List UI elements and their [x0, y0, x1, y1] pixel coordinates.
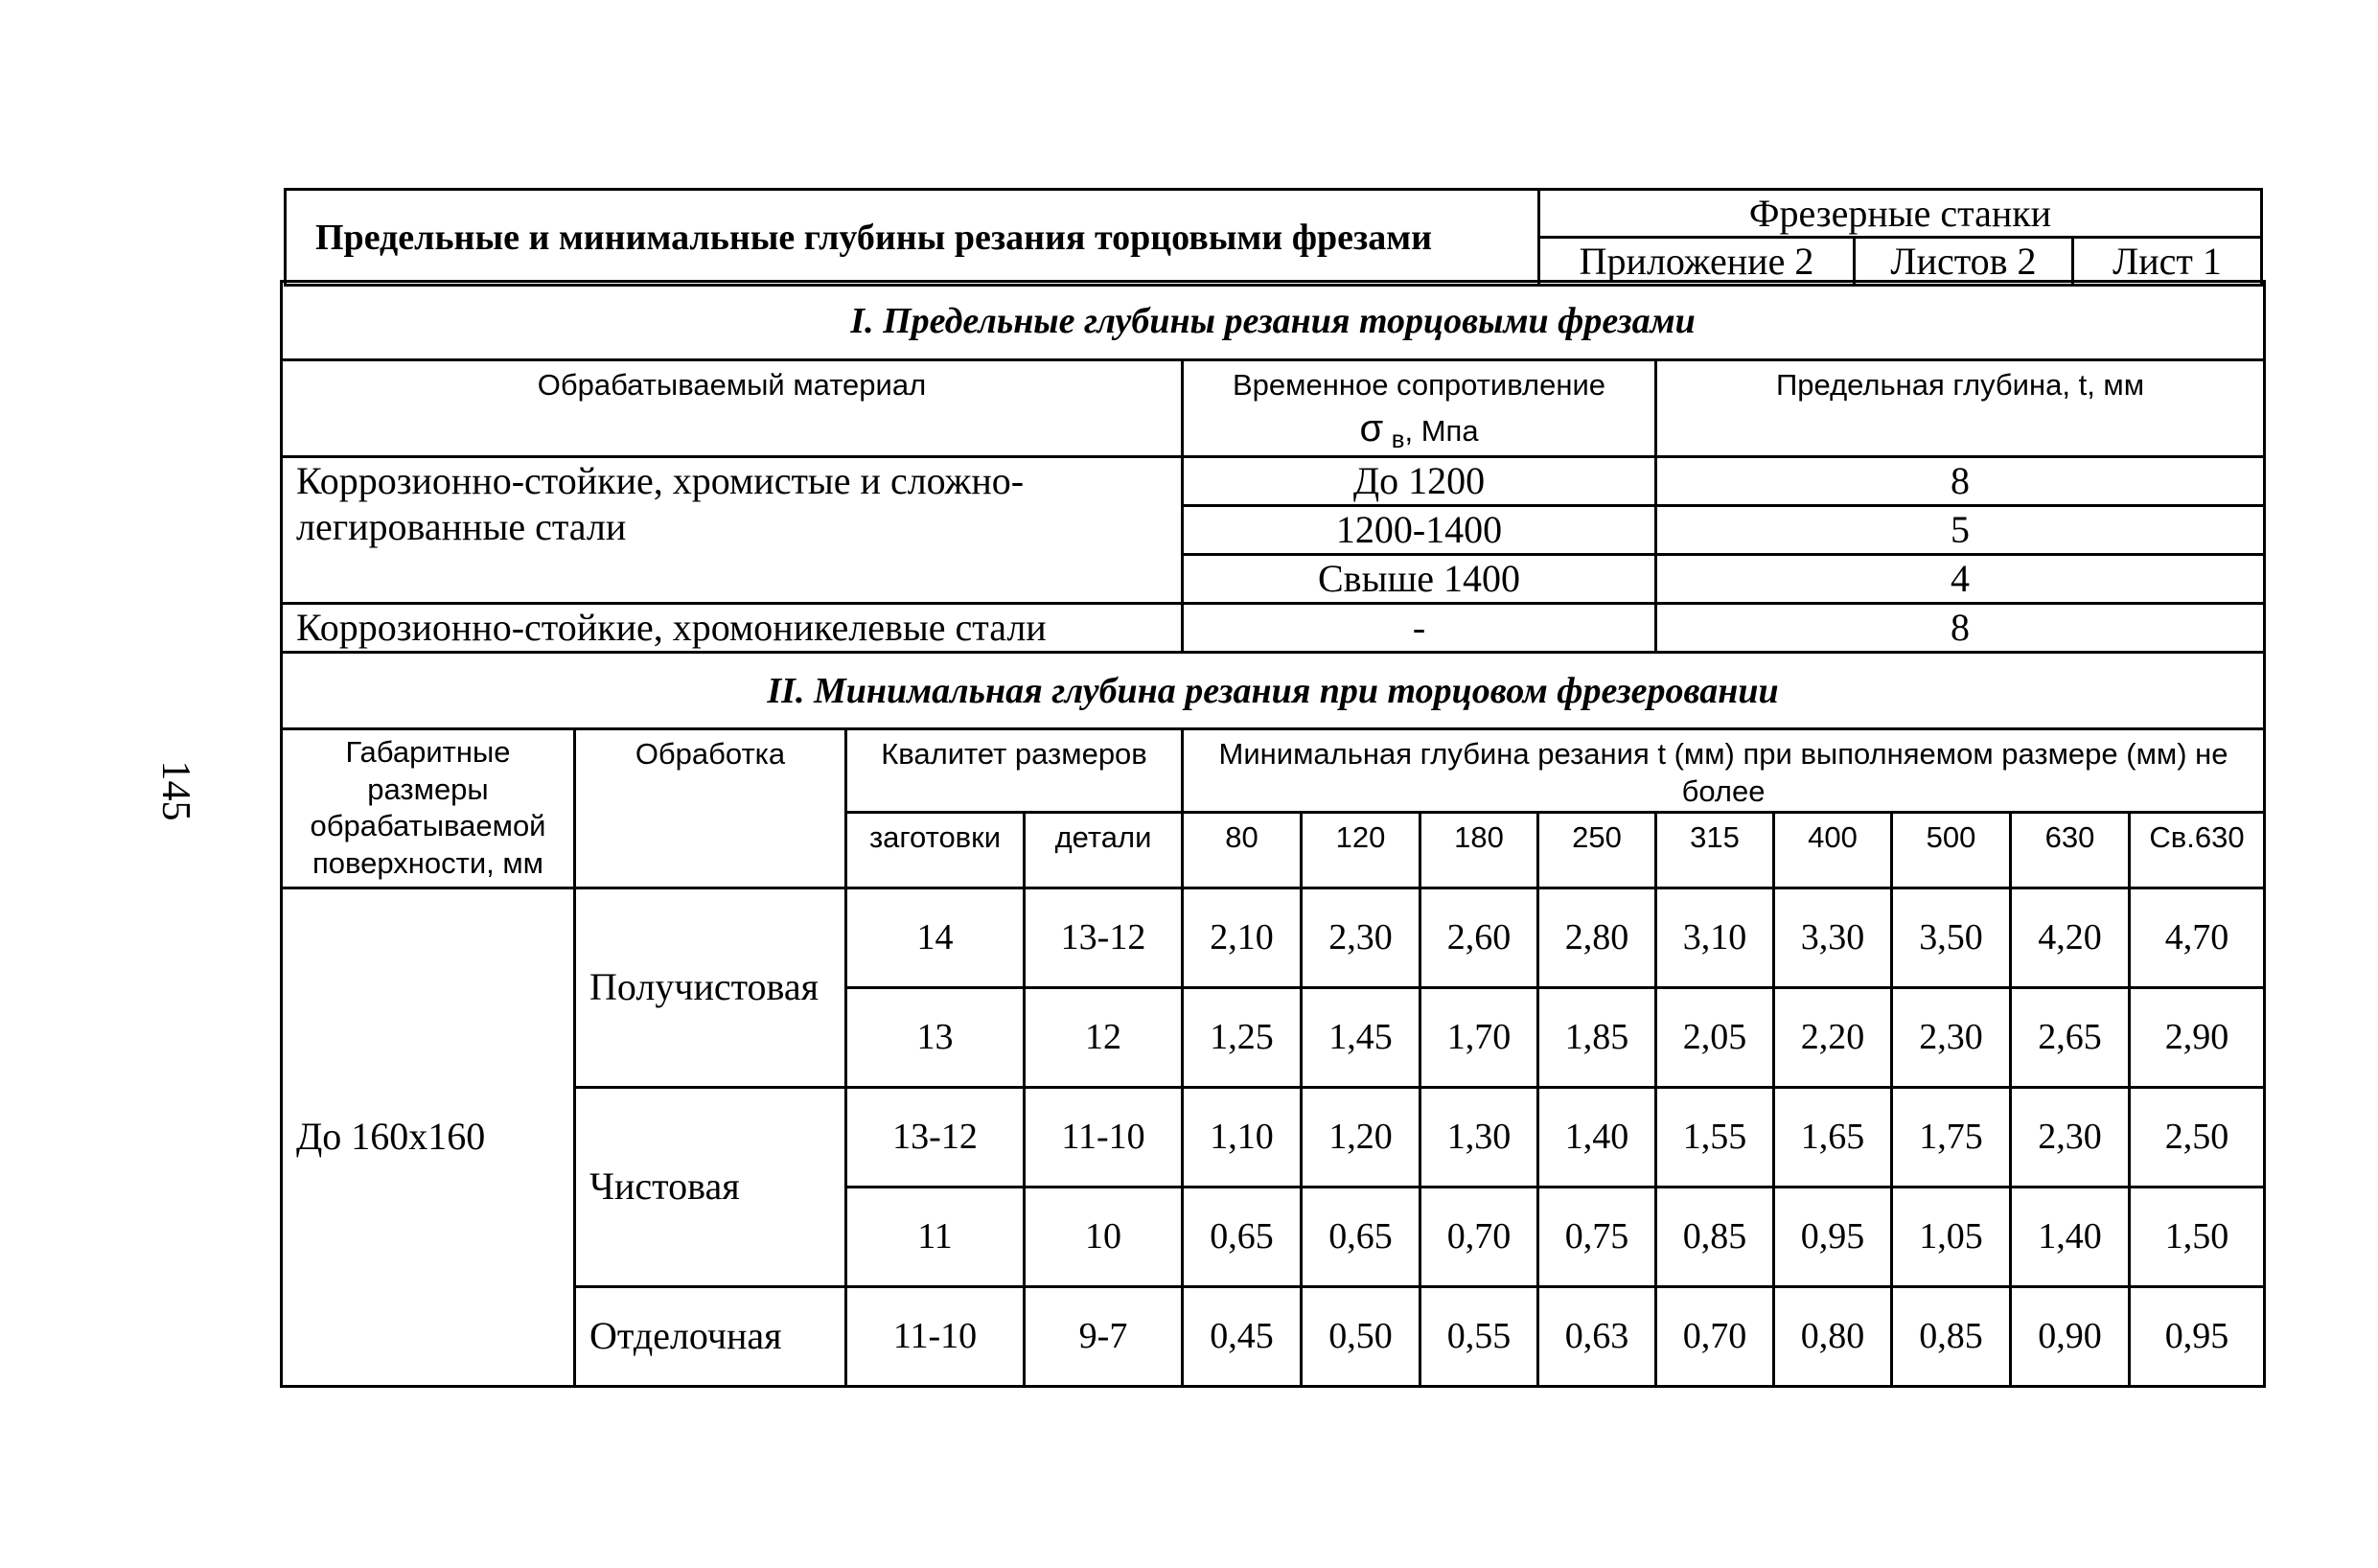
size-group: До 160x160 — [282, 888, 575, 1386]
processing-name: Отделочная — [575, 1286, 846, 1386]
depth-cell: 0,85 — [1892, 1286, 2011, 1386]
depth-cell: 0,70 — [1420, 1187, 1538, 1286]
size-column-header: 315 — [1656, 812, 1774, 888]
material-name: Коррозионно-стойкие, хромоникелевые стали — [282, 604, 1183, 653]
depth-cell: 0,95 — [2130, 1286, 2265, 1386]
depth-cell: 1,45 — [1302, 987, 1420, 1087]
part-quality: 13-12 — [1025, 888, 1183, 987]
size-header: Габаритные размеры обрабатываемой поверхности, мм — [282, 729, 575, 888]
section2-title: II. Минимальная глубина резания при торцовом фрезеровании — [282, 653, 2265, 729]
depth-cell: 1,30 — [1420, 1087, 1538, 1187]
depth-cell: 2,65 — [2011, 987, 2130, 1087]
table-row — [282, 888, 2265, 987]
depth-header: Предельная глубина, t, мм — [1656, 360, 2265, 457]
size-column-header: 180 — [1420, 812, 1538, 888]
depth-cell: 0,45 — [1183, 1286, 1302, 1386]
depth-cell: 0,50 — [1302, 1286, 1420, 1386]
depth-cell: 0,80 — [1774, 1286, 1892, 1386]
depth-cell: 2,30 — [1302, 888, 1420, 987]
table-row — [282, 1087, 2265, 1187]
section2 — [282, 653, 2265, 1387]
depth-cell: 2,50 — [2130, 1087, 2265, 1187]
depth-cell: 0,90 — [2011, 1286, 2130, 1386]
depth-cell: 2,20 — [1774, 987, 1892, 1087]
depth-cell: 1,40 — [1538, 1087, 1656, 1187]
depth-cell: 1,05 — [1892, 1187, 2011, 1286]
size-column-header: 500 — [1892, 812, 2011, 888]
depth-cell: 1,65 — [1774, 1087, 1892, 1187]
depth-cell: 4,20 — [2011, 888, 2130, 987]
depth-cell: 0,75 — [1538, 1187, 1656, 1286]
strength-header-label: Временное сопротивление — [1233, 368, 1605, 402]
blank-quality: 11 — [846, 1187, 1025, 1286]
depth-value: 4 — [1656, 555, 2265, 604]
size-column-header: 250 — [1538, 812, 1656, 888]
part-quality: 12 — [1025, 987, 1183, 1087]
part-quality: 10 — [1025, 1187, 1183, 1286]
section1 — [282, 282, 2265, 653]
depth-cell: 1,20 — [1302, 1087, 1420, 1187]
blank-quality: 14 — [846, 888, 1025, 987]
sheet-number: Лист 1 — [2073, 238, 2262, 286]
strength-value: До 1200 — [1183, 457, 1656, 506]
depth-cell: 1,10 — [1183, 1087, 1302, 1187]
depth-cell: 3,30 — [1774, 888, 1892, 987]
strength-header — [1183, 360, 1656, 457]
table-row — [282, 1286, 2265, 1386]
depth-cell: 0,85 — [1656, 1187, 1774, 1286]
depth-cell: 2,10 — [1183, 888, 1302, 987]
depth-cell: 1,50 — [2130, 1187, 2265, 1286]
depth-cell: 2,30 — [2011, 1087, 2130, 1187]
part-quality: 9-7 — [1025, 1286, 1183, 1386]
strength-value: 1200-1400 — [1183, 506, 1656, 555]
quality-header: Квалитет размеров — [846, 729, 1183, 813]
strength-value: Свыше 1400 — [1183, 555, 1656, 604]
depth-value: 8 — [1656, 604, 2265, 653]
min-depth-header: Минимальная глубина резания t (мм) при выполняемом размере (мм) не более — [1183, 729, 2265, 813]
page-number: 145 — [153, 760, 197, 821]
blank-header: заготовки — [846, 812, 1025, 888]
size-column-header: 400 — [1774, 812, 1892, 888]
depth-cell: 1,85 — [1538, 987, 1656, 1087]
depth-cell: 4,70 — [2130, 888, 2265, 987]
depth-cell: 1,25 — [1183, 987, 1302, 1087]
depth-cell: 1,75 — [1892, 1087, 2011, 1187]
size-column-header: 120 — [1302, 812, 1420, 888]
header-table — [284, 188, 2263, 287]
size-column-header: 80 — [1183, 812, 1302, 888]
processing-name: Чистовая — [575, 1087, 846, 1286]
part-header: детали — [1025, 812, 1183, 888]
depth-value: 5 — [1656, 506, 2265, 555]
depth-cell: 3,50 — [1892, 888, 2011, 987]
document-title: Предельные и минимальные глубины резания торцовыми фрезами — [286, 190, 1539, 286]
depth-cell: 1,55 — [1656, 1087, 1774, 1187]
depth-cell: 1,40 — [2011, 1187, 2130, 1286]
depth-cell: 0,55 — [1420, 1286, 1538, 1386]
document-category: Фрезерные станки — [1539, 190, 2262, 238]
depth-value: 8 — [1656, 457, 2265, 506]
depth-cell: 2,90 — [2130, 987, 2265, 1087]
strength-value: - — [1183, 604, 1656, 653]
depth-cell: 2,80 — [1538, 888, 1656, 987]
sheets-total: Листов 2 — [1855, 238, 2073, 286]
processing-header: Обработка — [575, 729, 846, 888]
material-header: Обрабатываемый материал — [282, 360, 1183, 457]
depth-table — [280, 280, 2266, 1388]
part-quality: 11-10 — [1025, 1087, 1183, 1187]
depth-cell: 0,65 — [1183, 1187, 1302, 1286]
blank-quality: 11-10 — [846, 1286, 1025, 1386]
size-column-header: Св.630 — [2130, 812, 2265, 888]
blank-quality: 13 — [846, 987, 1025, 1087]
material-name: Коррозионно-стойкие, хромистые и сложно-легированные стали — [282, 457, 1183, 604]
blank-quality: 13-12 — [846, 1087, 1025, 1187]
depth-cell: 0,65 — [1302, 1187, 1420, 1286]
depth-cell: 0,70 — [1656, 1286, 1774, 1386]
depth-cell: 0,95 — [1774, 1187, 1892, 1286]
depth-cell: 3,10 — [1656, 888, 1774, 987]
strength-header-unit: σ $_в$, Мпа — [1359, 406, 1479, 453]
section1-title: I. Предельные глубины резания торцовыми фрезами — [282, 282, 2265, 360]
appendix-label: Приложение 2 — [1539, 238, 1855, 286]
depth-cell: 2,05 — [1656, 987, 1774, 1087]
depth-cell: 1,70 — [1420, 987, 1538, 1087]
depth-cell: 2,30 — [1892, 987, 2011, 1087]
size-column-header: 630 — [2011, 812, 2130, 888]
depth-cell: 2,60 — [1420, 888, 1538, 987]
depth-cell: 0,63 — [1538, 1286, 1656, 1386]
processing-name: Получистовая — [575, 888, 846, 1087]
